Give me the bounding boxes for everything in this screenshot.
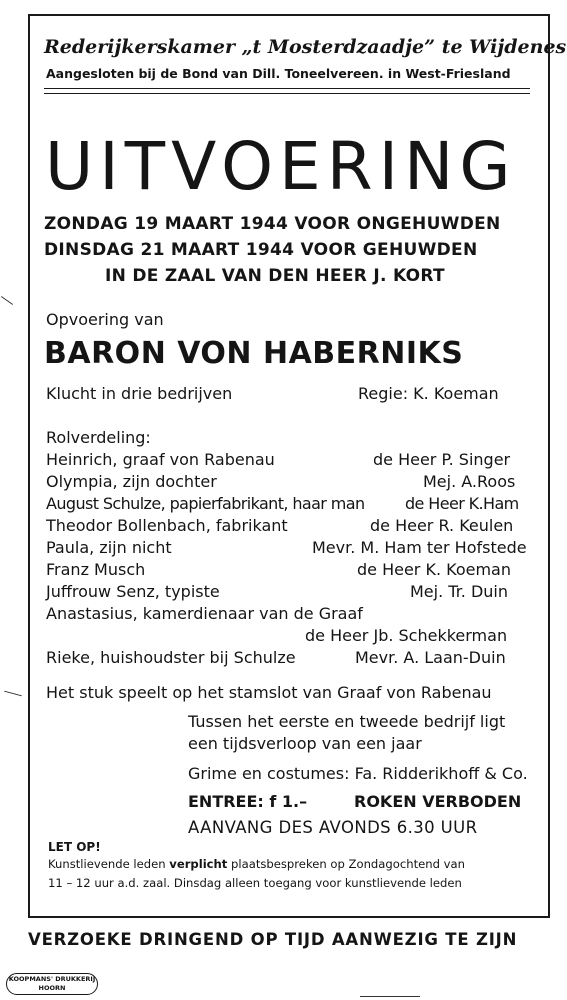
interval-line-1: Tussen het eerste en tweede bedrijf ligt [188,712,506,731]
setting-line: Het stuk speelt op het stamslot van Graaf von Rabenau [46,683,492,702]
interval-line-2: een tijdsverloop van een jaar [188,734,422,753]
cast-actor: Mej. Tr. Duin [410,582,509,601]
cast-heading: Rolverdeling: [46,428,151,447]
entry-price: ENTREE: f 1.– [188,792,308,811]
cast-role: Juffrouw Senz, typiste [46,582,220,601]
notice-line-1 [48,857,465,871]
no-smoking: ROKEN VERBODEN [354,792,522,811]
double-rule-bottom [44,93,530,94]
date-line-2: DINSDAG 21 MAART 1944 VOOR GEHUWDEN [44,240,478,260]
cast-role: Rieke, huishoudster bij Schulze [46,648,296,667]
society-name: Rederijkerskamer „t Mosterdzaadje” te Wijdenes [44,36,567,58]
cast-actor: de Heer Jb. Schekkerman [305,626,508,645]
start-time: AANVANG DES AVONDS 6.30 UUR [188,818,478,837]
cast-role: Theodor Bollenbach, fabrikant [46,516,288,535]
performance-of: Opvoering van [46,310,164,329]
play-title: BARON VON HABERNIKS [44,336,464,371]
double-rule-top [44,88,530,89]
cast-role: Anastasius, kamerdienaar van de Graaf [46,604,363,623]
margin-mark [1,296,13,305]
cast-role: August Schulze, papierfabrikant, haar man [46,494,365,513]
notice-heading: LET OP! [48,840,101,854]
notice-text: Kunstlievende leden [48,857,170,871]
cast-actor: de Heer P. Singer [373,450,511,469]
cast-role: Olympia, zijn dochter [46,472,217,491]
cast-actor: Mevr. A. Laan-Duin [355,648,506,667]
printer-stamp [6,973,98,995]
notice-emphasis: verplicht [169,857,228,871]
cast-actor: de Heer K. Koeman [357,560,511,579]
notice-line-2: 11 – 12 uur a.d. zaal. Dinsdag alleen toegang voor kunstlievende leden [48,876,462,890]
notice-text: plaatsbespreken op Zondagochtend van [227,857,465,871]
printer-name: KOOPMANS' DRUKKERIJ [8,975,96,983]
date-line-1: ZONDAG 19 MAART 1944 VOOR ONGEHUWDEN [44,214,501,234]
cast-role: Paula, zijn nicht [46,538,172,557]
margin-mark [360,996,420,997]
venue-line: IN DE ZAAL VAN DEN HEER J. KORT [105,266,445,286]
printer-town: HOORN [38,984,66,992]
cast-actor: Mevr. M. Ham ter Hofstede [312,538,527,557]
director: Regie: K. Koeman [358,384,499,403]
cast-actor: Mej. A.Roos [423,472,516,491]
makeup-costumes: Grime en costumes: Fa. Ridderikhoff & Co. [188,764,528,783]
affiliation-line: Aangesloten bij de Bond van Dill. Toneelvereen. in West-Friesland [46,66,511,81]
margin-mark [4,691,22,697]
play-subtitle: Klucht in drie bedrijven [46,384,233,403]
footer-request: VERZOEKE DRINGEND OP TIJD AANWEZIG TE ZIJN [28,930,518,949]
cast-role: Franz Musch [46,560,146,579]
poster-title: UITVOERING [45,128,517,205]
cast-role: Heinrich, graaf von Rabenau [46,450,275,469]
cast-actor: de Heer R. Keulen [370,516,514,535]
cast-actor: de Heer K.Ham [405,494,519,513]
